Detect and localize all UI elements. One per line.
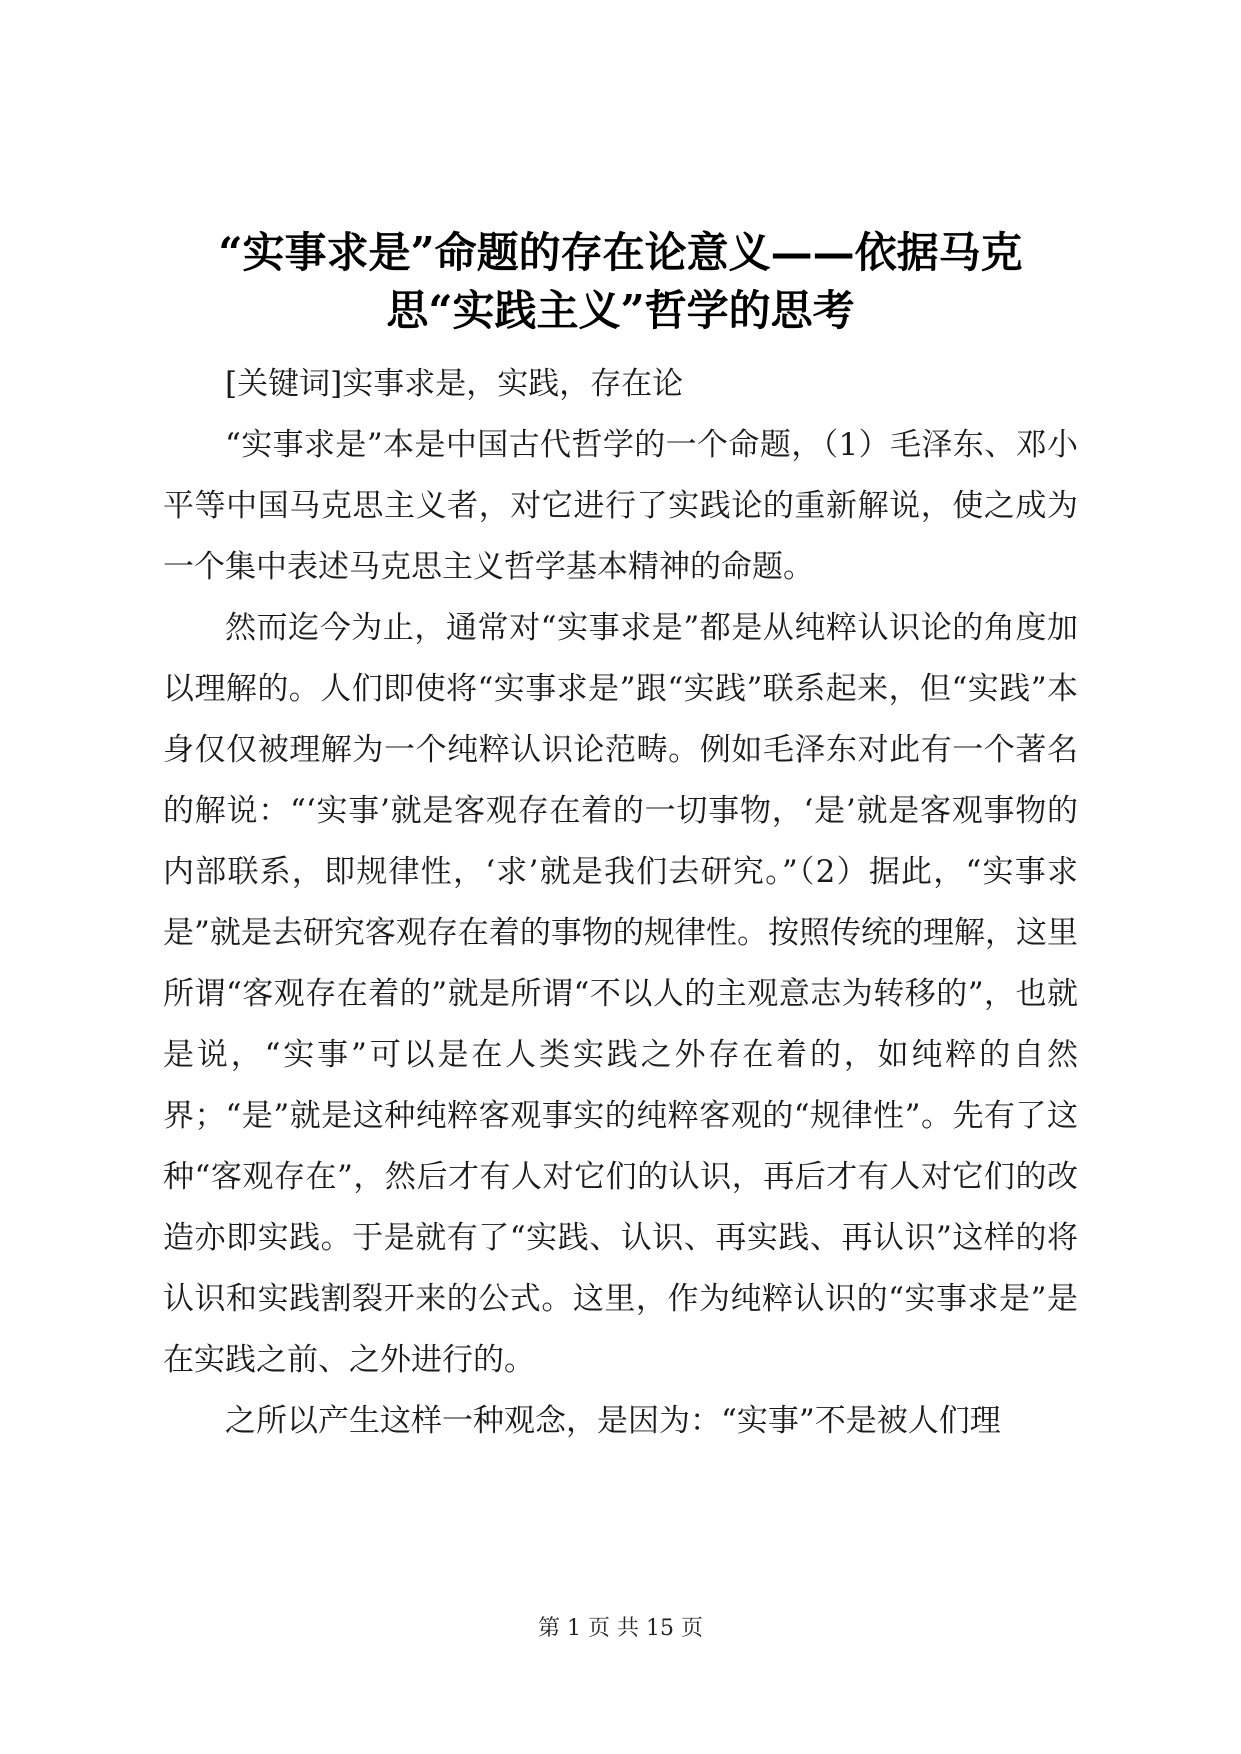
- paragraph-1: “实事求是”本是中国古代哲学的一个命题，（1）毛泽东、邓小平等中国马克思主义者，对它进行了实践论的重新解说，使之成为一个集中表述马克思主义哲学基本精神的命题。: [163, 427, 1078, 585]
- paragraph-3: 之所以产生这样一种观念，是因为：“实事”不是被人们理: [225, 1403, 1001, 1439]
- keywords-line: [关键词]实事求是，实践，存在论: [225, 366, 684, 402]
- page-number-footer: 第 1 页 共 15 页: [538, 1616, 703, 1641]
- paragraph-2: 然而迄今为止，通常对“实事求是”都是从纯粹认识论的角度加以理解的。人们即使将“实事求是”跟“实践”联系起来，但“实践”本身仅仅被理解为一个纯粹认识论范畴。例如毛泽东对此有一个著名的解说：“‘实事’就是客观存在着的一切事物，‘是’就是客观事物的内部联系，即规律性，‘求’就是我们去研究。”（2）据此，“实事求是”就是去研究客观存在着的事物的规律性。按照传统的理解，这里所谓“客观存在着的”就是所谓“不以人的主观意志为转移的”，也就是说，“实事”可以是在人类实践之外存在着的，如纯粹的自然界；“是”就是这种纯粹客观事实的纯粹客观的“规律性”。先有了这种“客观存在”，然后才有人对它们的认识，再后才有人对它们的改造亦即实践。于是就有了“实践、认识、再实践、再认识”这样的将认识和实践割裂开来的公式。这里，作为纯粹认识的“实事求是”是在实践之前、之外进行的。: [163, 610, 1078, 1378]
- title-line-1: “实事求是”命题的存在论意义——依据马克: [218, 228, 1023, 277]
- document-title: [150, 224, 1091, 340]
- title-line-2: 思“实践主义”哲学的思考: [386, 286, 855, 335]
- document-body: [163, 354, 1078, 1452]
